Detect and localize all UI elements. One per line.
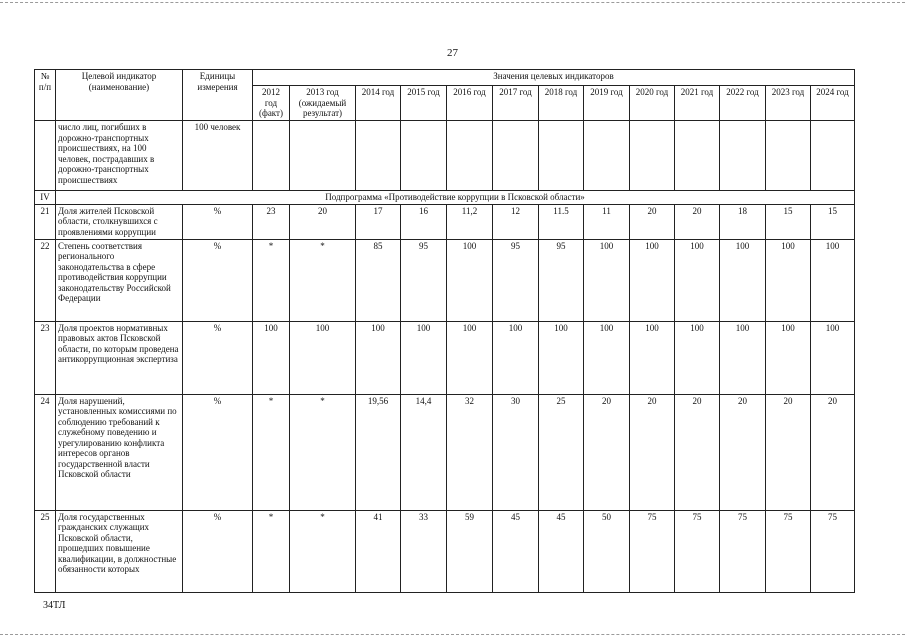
value-cell xyxy=(675,121,720,191)
value-cell xyxy=(539,121,584,191)
row-num: 23 xyxy=(35,321,56,394)
value-cell: 100 xyxy=(356,321,401,394)
value-cell: 100 xyxy=(493,321,539,394)
value-cell: 33 xyxy=(401,510,447,592)
row-indicator-name: Степень соответствия регионального законодательства в сфере противодействия коррупции законодательству Российской Федерации xyxy=(56,239,183,321)
value-cell: 11,2 xyxy=(447,204,493,239)
table-row xyxy=(35,321,855,394)
value-cell: 15 xyxy=(766,204,811,239)
value-cell: 100 xyxy=(720,321,766,394)
value-cell xyxy=(493,121,539,191)
value-cell: 100 xyxy=(630,321,675,394)
header-year-2020: 2020 год xyxy=(630,86,675,121)
header-values-group: Значения целевых индикаторов xyxy=(253,70,855,86)
header-year-2018: 2018 год xyxy=(539,86,584,121)
value-cell: 100 xyxy=(675,239,720,321)
value-cell: 100 xyxy=(811,321,855,394)
bottom-scan-rule xyxy=(0,634,905,635)
value-cell: 100 xyxy=(539,321,584,394)
value-cell: 50 xyxy=(584,510,630,592)
table-row xyxy=(35,121,855,191)
row-num: 25 xyxy=(35,510,56,592)
value-cell: 100 xyxy=(766,239,811,321)
value-cell: 100 xyxy=(584,239,630,321)
row-unit: 100 человек xyxy=(183,121,253,191)
row-unit: % xyxy=(183,239,253,321)
value-cell: * xyxy=(253,510,290,592)
table-row xyxy=(35,510,855,592)
value-cell: 100 xyxy=(811,239,855,321)
value-cell: 32 xyxy=(447,394,493,510)
value-cell: 20 xyxy=(630,394,675,510)
value-cell: 100 xyxy=(720,239,766,321)
value-cell: 100 xyxy=(630,239,675,321)
header-num: № п/п xyxy=(35,70,56,121)
row-num: 21 xyxy=(35,204,56,239)
header-year-2017: 2017 год xyxy=(493,86,539,121)
row-indicator-name: Доля проектов нормативных правовых актов Псковской области, по которым проведена антикоррупционная экспертиза xyxy=(56,321,183,394)
value-cell: 45 xyxy=(493,510,539,592)
value-cell: 25 xyxy=(539,394,584,510)
value-cell: 100 xyxy=(447,239,493,321)
value-cell xyxy=(447,121,493,191)
value-cell xyxy=(290,121,356,191)
value-cell xyxy=(766,121,811,191)
value-cell: 30 xyxy=(493,394,539,510)
value-cell: * xyxy=(290,394,356,510)
value-cell xyxy=(630,121,675,191)
page-number: 27 xyxy=(447,47,458,59)
value-cell: 18 xyxy=(720,204,766,239)
value-cell: 11.5 xyxy=(539,204,584,239)
value-cell: 100 xyxy=(401,321,447,394)
value-cell: 20 xyxy=(584,394,630,510)
value-cell: * xyxy=(290,510,356,592)
table-row xyxy=(35,394,855,510)
value-cell: 75 xyxy=(675,510,720,592)
header-year-2023: 2023 год xyxy=(766,86,811,121)
subprogram-num: IV xyxy=(35,191,56,205)
value-cell: 11 xyxy=(584,204,630,239)
header-row-1 xyxy=(35,70,855,86)
value-cell: * xyxy=(253,394,290,510)
value-cell: 20 xyxy=(630,204,675,239)
value-cell xyxy=(720,121,766,191)
header-year-2013: 2013 год (ожидаемый результат) xyxy=(290,86,356,121)
value-cell: 20 xyxy=(290,204,356,239)
value-cell: 95 xyxy=(539,239,584,321)
value-cell: * xyxy=(253,239,290,321)
value-cell: 100 xyxy=(447,321,493,394)
header-year-2019: 2019 год xyxy=(584,86,630,121)
value-cell: 20 xyxy=(675,204,720,239)
value-cell xyxy=(356,121,401,191)
row-indicator-name: число лиц, погибших в дорожно-транспортных происшествиях, на 100 человек, пострадавших в дорожно-транспортных происшествиях xyxy=(56,121,183,191)
value-cell: * xyxy=(290,239,356,321)
value-cell: 45 xyxy=(539,510,584,592)
footer-code: 34ТЛ xyxy=(43,600,66,611)
value-cell xyxy=(811,121,855,191)
value-cell: 75 xyxy=(630,510,675,592)
header-year-2021: 2021 год xyxy=(675,86,720,121)
value-cell: 75 xyxy=(720,510,766,592)
table-row xyxy=(35,239,855,321)
value-cell: 100 xyxy=(675,321,720,394)
header-indicator: Целевой индикатор (наименование) xyxy=(56,70,183,121)
value-cell xyxy=(401,121,447,191)
header-year-2012: 2012 год (факт) xyxy=(253,86,290,121)
subprogram-row xyxy=(35,191,855,205)
value-cell: 20 xyxy=(766,394,811,510)
value-cell: 41 xyxy=(356,510,401,592)
value-cell xyxy=(253,121,290,191)
value-cell: 14,4 xyxy=(401,394,447,510)
subprogram-title: Подпрограмма «Противодействие коррупции в Псковской области» xyxy=(56,191,855,205)
top-scan-rule xyxy=(0,2,905,3)
value-cell: 100 xyxy=(290,321,356,394)
value-cell: 75 xyxy=(766,510,811,592)
row-indicator-name: Доля государственных гражданских служащих Псковской области, прошедших повышение квалификации, в должностные обязанности которых xyxy=(56,510,183,592)
row-indicator-name: Доля нарушений, установленных комиссиями по соблюдению требований к служебному поведению и урегулированию конфликта интересов органов государственной власти Псковской области xyxy=(56,394,183,510)
value-cell: 100 xyxy=(766,321,811,394)
value-cell: 95 xyxy=(401,239,447,321)
row-unit: % xyxy=(183,321,253,394)
value-cell xyxy=(584,121,630,191)
value-cell: 95 xyxy=(493,239,539,321)
value-cell: 85 xyxy=(356,239,401,321)
value-cell: 20 xyxy=(720,394,766,510)
value-cell: 15 xyxy=(811,204,855,239)
header-year-2014: 2014 год xyxy=(356,86,401,121)
value-cell: 100 xyxy=(253,321,290,394)
value-cell: 20 xyxy=(811,394,855,510)
header-year-2022: 2022 год xyxy=(720,86,766,121)
value-cell: 16 xyxy=(401,204,447,239)
row-unit: % xyxy=(183,394,253,510)
row-num: 22 xyxy=(35,239,56,321)
header-year-2024: 2024 год xyxy=(811,86,855,121)
value-cell: 100 xyxy=(584,321,630,394)
value-cell: 12 xyxy=(493,204,539,239)
value-cell: 17 xyxy=(356,204,401,239)
value-cell: 75 xyxy=(811,510,855,592)
table-row xyxy=(35,204,855,239)
indicators-table xyxy=(34,69,855,593)
row-unit: % xyxy=(183,204,253,239)
header-year-2016: 2016 год xyxy=(447,86,493,121)
value-cell: 59 xyxy=(447,510,493,592)
value-cell: 19,56 xyxy=(356,394,401,510)
row-unit: % xyxy=(183,510,253,592)
value-cell: 20 xyxy=(675,394,720,510)
value-cell: 23 xyxy=(253,204,290,239)
header-year-2015: 2015 год xyxy=(401,86,447,121)
row-indicator-name: Доля жителей Псковской области, столкнувшихся с проявлениями коррупции xyxy=(56,204,183,239)
row-num: 24 xyxy=(35,394,56,510)
header-unit: Единицы измерения xyxy=(183,70,253,121)
row-num xyxy=(35,121,56,191)
